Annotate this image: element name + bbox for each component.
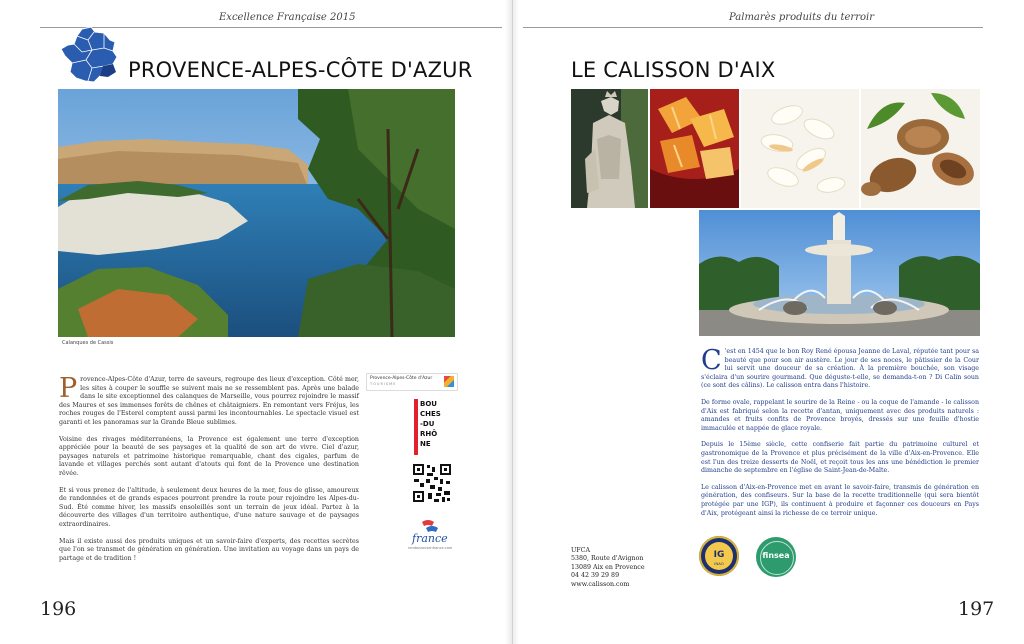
aix-fountain-photo [699,210,980,336]
address-street: 5380, Route d'Avignon [571,555,644,563]
finsea-badge: finsea [756,537,796,577]
left-running-head: Excellence Française 2015 [219,12,356,23]
right-running-rule [523,27,983,28]
right-page [512,0,1024,644]
left-paragraph-1: Provence-Alpes-Côte d'Azur, terre de saveurs, regroupe des lieux d'exception. Côté mer, les sites à couper le souffle se suivent mais ne se ressemblent pas. Après une balade dans le site exceptionnel des calanques de Marseille, vous pourrez rejoindre le massif des Maures et ses immenses forêts de chênes et châtaigniers. En remontant vers Fréjus, les roches rouges de l'Esterel comptent aussi parmi les incontournables. Le spectacle visuel est garanti et les panoramas sur la Grande Bleue sublimes. [59,373,359,426]
bouches-du-rhone-logo: BOU CHES -DU RHÔ NE [414,399,436,455]
address-block [571,547,645,589]
france-wordmark: france [412,532,448,545]
right-paragraph-1: C 'est en 1454 que le bon Roy René épousa Jeanne de Laval, réputée tant pour sa beauté que pour son air austère. Le jour de ses noces, le pâtissier de la Cour lui servit une douceur de sa création. À la première bouchée, son visage s'éclaira d'un sourire gourmand. Que déguste-t-elle, se demanda-t-on ? Di Calin soun (ce sont des câlins). Le calisson entra dans l'histoire. [701,345,979,390]
right-dropcap: C [701,345,722,376]
qr-code[interactable] [412,463,452,503]
spread-gutter [505,0,519,644]
left-dropcap: P [59,373,78,404]
left-body-text [59,373,359,571]
rendez-vous-en-france-logo [408,518,458,552]
right-paragraph-4: Le calisson d'Aix-en-Provence met en avant le savoir-faire, transmis de génération en génération, des confiseurs. Sur la base de la recette traditionnelle (qui sera bientôt protégée par une IGP), ils continuent à produire et façonner ces douceurs en Pays d'Aix, protégeant ainsi la richesse de ce terroir unique. [701,483,979,517]
address-website[interactable]: www.calisson.com [571,580,630,588]
right-paragraph-2: De forme ovale, rappelant le sourire de la Reine - ou la coque de l'amande - le calisson d'Aix est fabriqué selon la recette d'antan, uniquement avec des produits naturels : amandes et fruits confits de Provence broyés, dressés sur une feuille d'hostie immaculée et nappée de glace royale. [701,398,979,432]
almonds-photo [861,89,980,208]
calissons-photo [741,89,859,208]
region-tourism-logo: Provence-Alpes-Côte d'Azur TOURISME [366,373,458,391]
address-phone: 04 42 39 29 89 [571,572,620,580]
photo-caption: Calanques de Cassis [62,340,114,346]
calanques-photo [58,89,455,337]
right-paragraph-3: Depuis le 15ème siècle, cette confiserie fait partie du patrimoine culturel et gastronomique de la Provence et plus précisément de la ville d'Aix-en-Provence. Elle est l'un des treize desserts de Noël, et reçoit tous les ans une bénédiction le premier dimanche de septembre en l'église de Saint-Jean-de-Malte. [701,441,979,475]
right-page-title: LE CALISSON D'AIX [571,58,776,82]
right-running-head: Palmarès produits du terroir [729,12,874,23]
king-rene-statue-photo [571,89,648,208]
france-url: rendezvousenfrance.com [408,546,453,550]
right-body-text [701,345,979,526]
ig-seal-badge: IG INAO [699,536,739,576]
left-page-number: 196 [40,598,77,620]
address-city: 13089 Aix en Provence [571,563,645,571]
france-map-icon [58,26,122,84]
right-page-number: 197 [958,598,995,620]
left-paragraph-2: Voisine des rivages méditerranéens, la Provence est également une terre d'exception appréciée pour la beauté de ses paysages et la qualité de son art de vivre. Ciel d'azur, paysages naturels et patrimoine historique remarquable, chant des cigales, parfum de lavande et villages perchés sont autant d'atouts qui font de la Provence une destination rêvée. [59,435,359,477]
left-paragraph-4: Mais il existe aussi des produits uniques et un savoir-faire d'experts, des recettes secrètes que l'on se transmet de génération en génération. Une invitation au voyage dans un pays de partage et de tradition ! [59,537,359,562]
candied-fruit-photo [650,89,739,208]
address-name: UFCA [571,547,591,554]
left-page-title: PROVENCE-ALPES-CÔTE D'AZUR [128,58,473,82]
left-paragraph-3: Et si vous prenez de l'altitude, à seulement deux heures de la mer, fous de glisse, amoureux de randonnées et de grands espaces pourront prendre la route pour rejoindre les Alpes-du-Sud. Été comme hiver, les massifs ensoleillés sont un terrain de jeux idéal. Partez à la découverte des villages d'un territoire authentique, d'une nature sauvage et de paysages extraordinaires. [59,486,359,528]
